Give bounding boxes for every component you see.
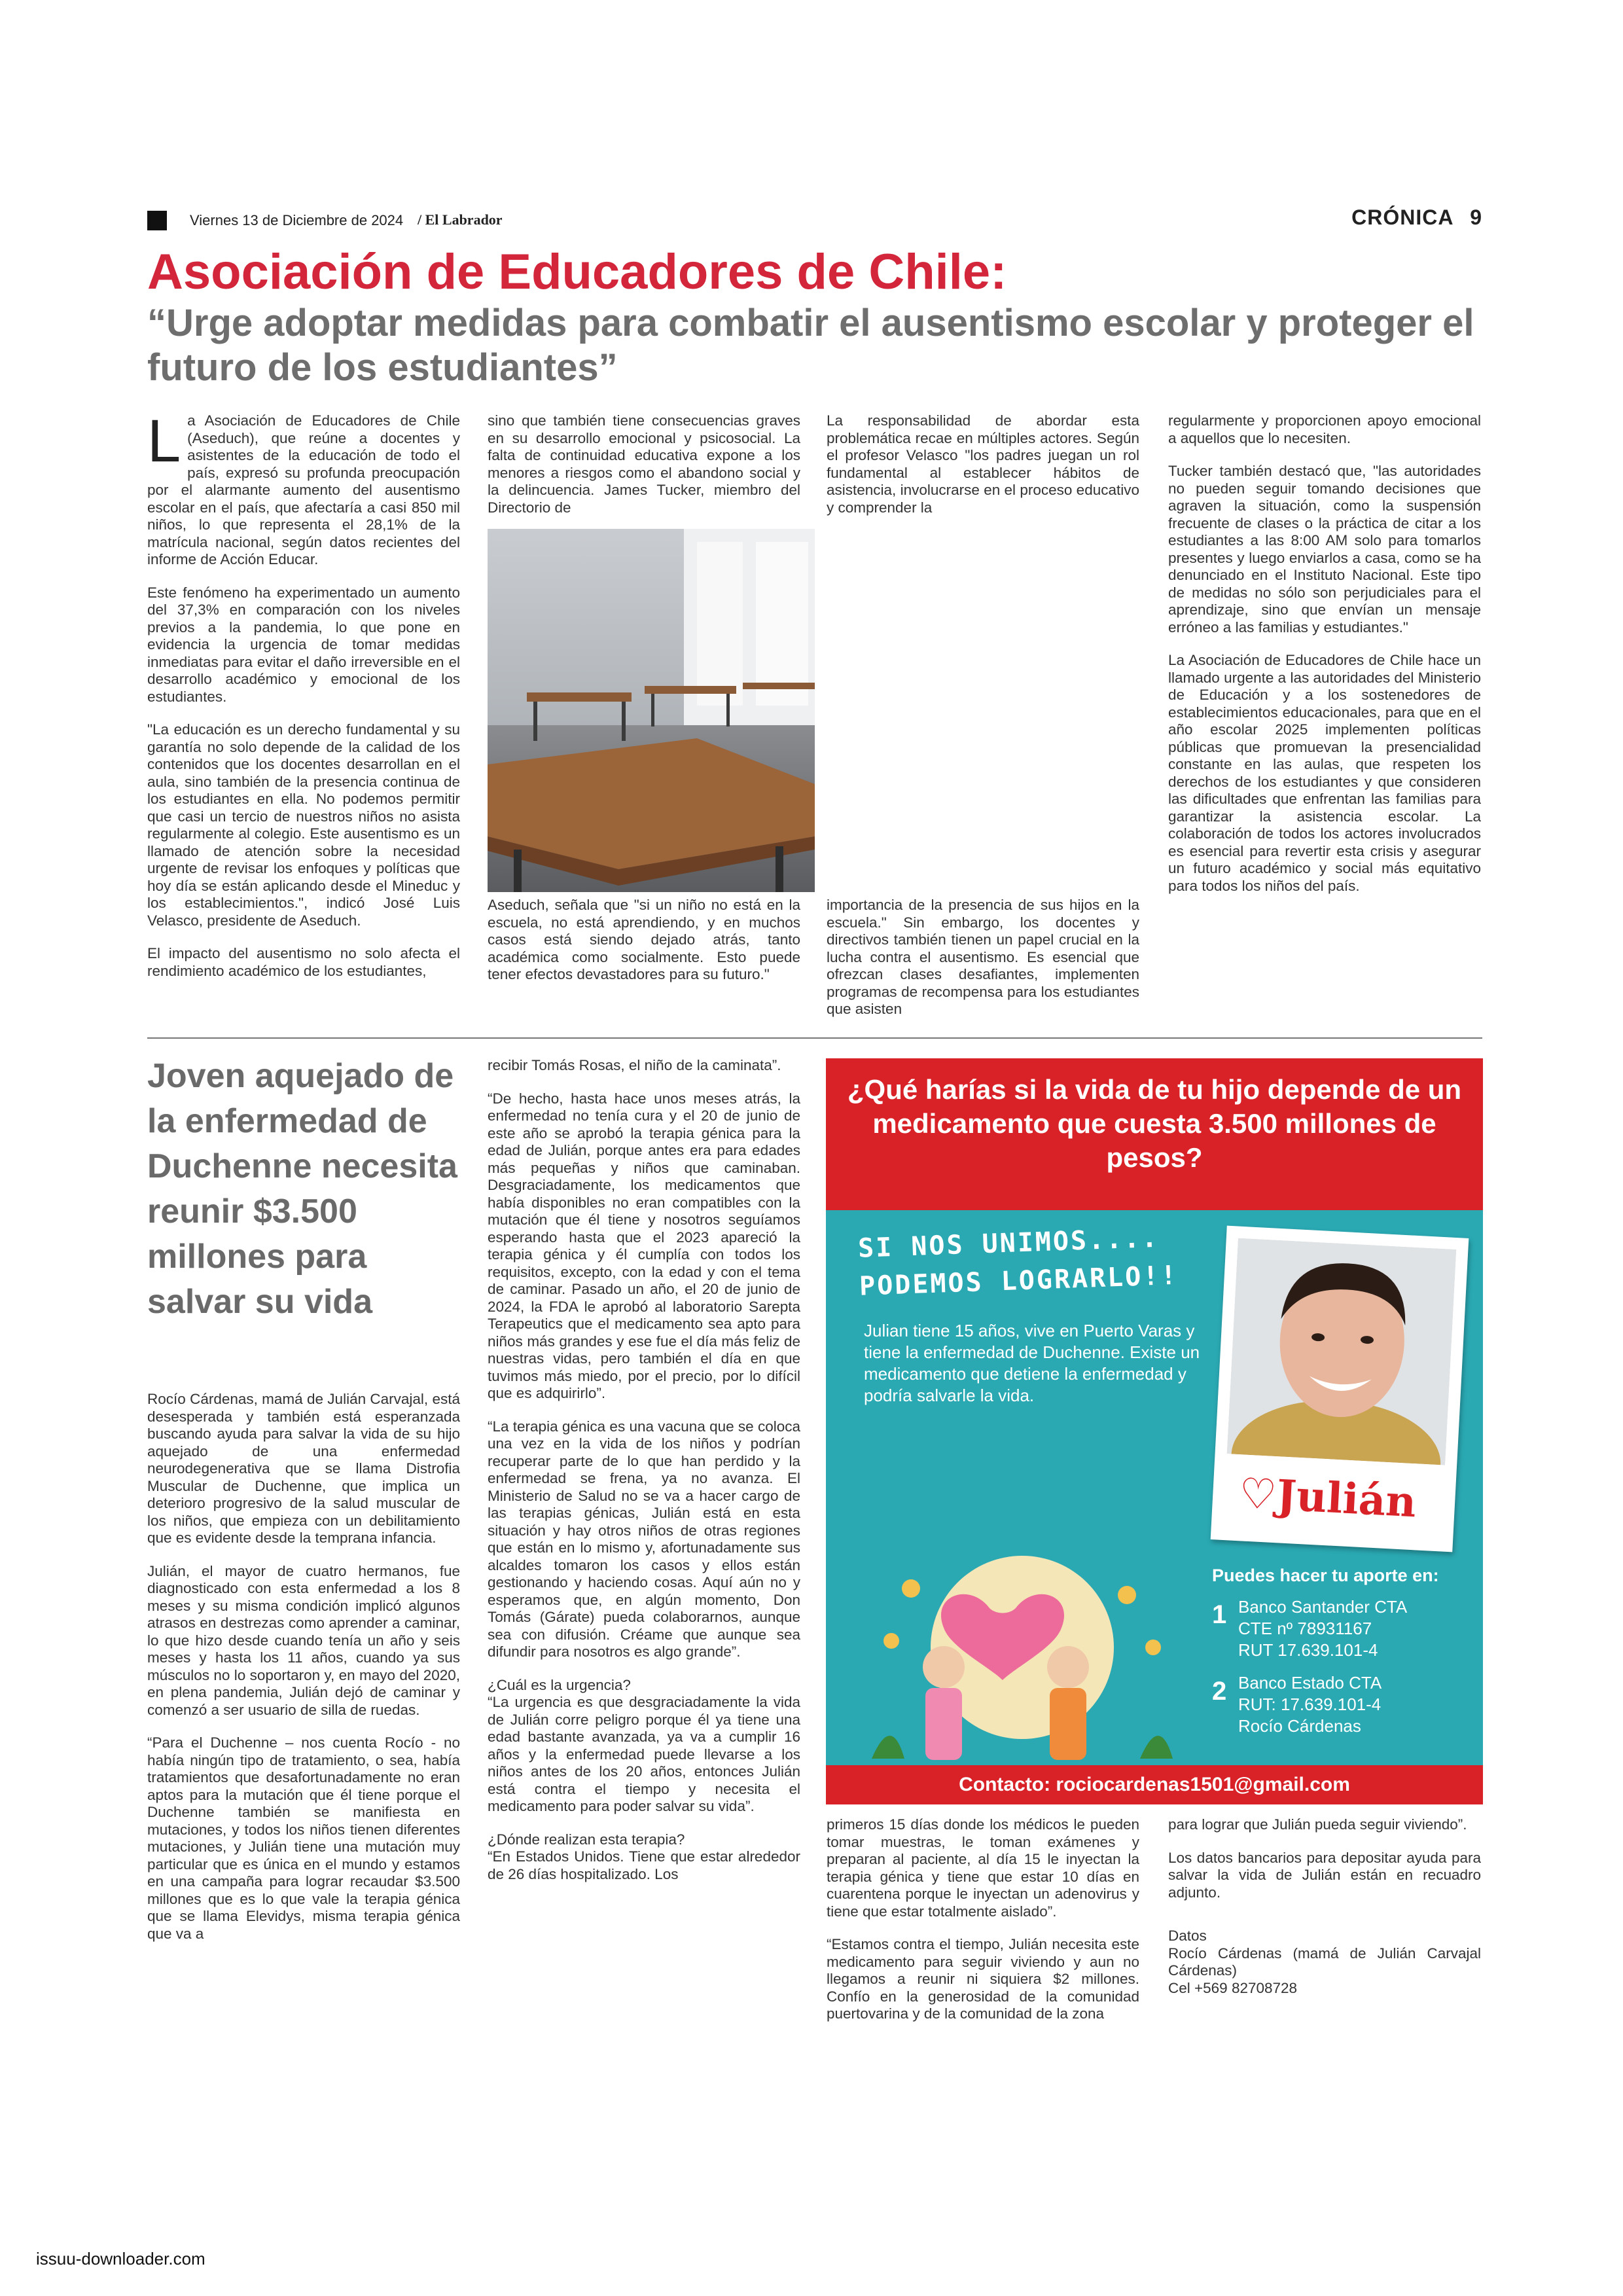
classroom-image bbox=[488, 529, 815, 892]
section-divider bbox=[147, 1037, 1482, 1039]
children-heart-illustration bbox=[852, 1549, 1192, 1765]
paragraph: “La urgencia es que desgraciadamente la vida de Julián corre peligro porque él ya tiene una edad bastante avanzada, ya va a cumplir 16 años y la enfermedad puede llevarse a los niños antes de los 20 años, entonces Julián está contra el tiempo y necesita el medicamento para poder salvar su vida”. bbox=[488, 1694, 800, 1814]
article2-title: Joven aquejado de la enfermedad de Duchenne necesita reunir $3.500 millones para salvar su vida bbox=[147, 1057, 457, 1321]
contact-phone: Cel +569 82708728 bbox=[1168, 1979, 1298, 1996]
ad-donation-title: Puedes hacer tu aporte en: bbox=[1212, 1566, 1439, 1585]
paragraph: “La terapia génica es una vacuna que se coloca una vez en la vida de los niños y podrían recuperar parte de lo que han perdido y la enfermedad se frena, ya no avanza. El Ministerio de Salud no se va a hacer cargo de las terapias génicas, Julián está en esta situación y hay otros niños de otras regiones que están en lo mismo y, afortunadamente sus alcaldes tomaron los casos y ellos están gestionando y haciendo cosas. Aquí aún no y esperamos que, en algún momento, Don Tomás (Gárate) pueda colaborarnos, aunque sea con difusión. Créame que aunque sea difundir para nosotros es algo grande”. bbox=[488, 1418, 800, 1660]
bank-1-number: 1 bbox=[1212, 1600, 1227, 1629]
paragraph: "La educación es un derecho fundamental y su garantía no solo depende de la calidad de los contenidos que los docentes desarrollan en el aula, sino también de la presencia continua de los estudiantes en ella. No podemos permitir que casi un tercio de nuestros niños no asista regularmente al colegio. Este ausentismo es un llamado de atención sobre la necesidad urgente de revisar los enfoques y políticas que hoy día se están aplicando desde el Mineduc y los establecimientos.", indicó José Luis Velasco, presidente de Aseduch. bbox=[147, 721, 460, 929]
ad-slogan-line-2: PODEMOS LOGRARLO!! bbox=[859, 1260, 1179, 1302]
paragraph: La Asociación de Educadores de Chile hace un llamado urgente a las autoridades del Ministerio de Educación y a los sostenedores de establecimientos educacionales, para que en el año escolar 2025 implementen políticas públicas que promuevan la presencialidad constante en las aulas, que respeten los derechos de los estudiantes y que consideren las dificultades que enfrentan las familias para garantizar la asistencia escolar. La colaboración de todos los actores involucrados es esencial para revertir esta crisis y asegurar un futuro académico y social más equitativo para todos los niños del país. bbox=[1168, 652, 1481, 894]
question-heading: ¿Cuál es la urgencia? bbox=[488, 1676, 631, 1693]
paragraph: para lograr que Julián pueda seguir viviendo”. bbox=[1168, 1816, 1467, 1833]
section-name: CRÓNICA bbox=[1351, 206, 1454, 229]
contact-label: Datos bbox=[1168, 1928, 1207, 1944]
paragraph: “En Estados Unidos. Tiene que estar alrededor de 26 días hospitalizado. Los bbox=[488, 1848, 800, 1882]
contact-name: Rocío Cárdenas (mamá de Julián Carvajal Cárdenas) bbox=[1168, 1945, 1481, 1979]
newspaper-name: / El Labrador bbox=[418, 211, 503, 228]
paragraph: Este fenómeno ha experimentado un aumento del 37,3% en comparación con los niveles previos a la pandemia, lo que pone en evidencia la urgencia de tomar medidas inmediatas para evitar el daño irreversible en el desarrollo académico y emocional de los estudiantes. bbox=[147, 584, 460, 705]
article2-column-2 bbox=[488, 1057, 800, 1899]
fundraising-ad bbox=[826, 1058, 1483, 1804]
issue-date: Viernes 13 de Diciembre de 2024 bbox=[190, 212, 404, 228]
classroom-photo bbox=[488, 529, 815, 892]
question-heading: ¿Dónde realizan esta terapia? bbox=[488, 1831, 685, 1848]
paragraph: Tucker también destacó que, "las autoridades no pueden seguir tomando decisiones que agraven la situación, como la suspensión frecuente de clases o la práctica de citar a los estudiantes a las 8:00 AM solo para tomarlos presentes y luego enviarlos a casa, como se ha denunciado en el Instituto Nacional. Este tipo de medidas no sólo son perjudiciales para el aprendizaje, sino que envían un mensaje erróneo a las familias y estudiantes." bbox=[1168, 463, 1481, 636]
bank-2-line: RUT: 17.639.101-4 bbox=[1238, 1695, 1382, 1714]
portrait-photo bbox=[1227, 1238, 1457, 1465]
article1-column-3-bottom: importancia de la presencia de sus hijos en la escuela." Sin embargo, los docentes y directivos también tienen un papel crucial en la lucha contra el ausentismo. Es esencial que ofrezcan clases desafiantes, implementen programas de recompensa para los estudiantes que asisten bbox=[827, 897, 1139, 1017]
page-number: 9 bbox=[1470, 206, 1482, 229]
article1-subtitle: “Urge adoptar medidas para combatir el ausentismo escolar y proteger el futuro de los estudiantes” bbox=[147, 302, 1474, 389]
ad-slogan-line-1: SI NOS UNIMOS.... bbox=[857, 1223, 1160, 1264]
bank-2-details bbox=[1238, 1672, 1382, 1737]
paragraph: “De hecho, hasta hace unos meses atrás, la enfermedad no tenía cura y el 20 de junio de este año se aprobó la terapia génica para la edad de Julián, porque antes era para edades más pequeñas y niños que caminaban. Desgraciadamente, los medicamentos que había disponibles no eran compatibles con la mutación que él tiene y nosotros seguíamos esperando hasta que el 2023 apareció la terapia génica y él cumplía con todos los requisitos, excepto, con la edad y con el tema de caminar. Pasado un año, el 20 de junio de 2024, la FDA le aprobó al laboratorio Sarepta Terapeutics que el medicamento sea apto para niños más grandes y ese fue el día más feliz de nuestras vidas, pero también el día en que tuvimos más miedo, por el precio, por lo difícil que es adquirirlo”. bbox=[488, 1090, 800, 1401]
article2-column-1 bbox=[147, 1391, 460, 1958]
ad-description: Julian tiene 15 años, vive en Puerto Varas y tiene la enfermedad de Duchenne. Existe un medicamento que detiene la enfermedad y podría salvarle la vida. bbox=[864, 1321, 1200, 1405]
paragraph: “Para el Duchenne – nos cuenta Rocío - no había ningún tipo de tratamiento, o sea, había tratamientos que desafortunadamente no eran aptos para la mutación que él tiene porque el Duchenne también se manifiesta en mutaciones, y todos los niños tienen diferentes mutaciones, y Julián tiene una mutación muy particular que es única en el mundo y estamos en una campaña para lograr recaudar $3.500 millones que es lo que vale la terapia génica que se llama Elevidys, misma terapia génica que va a bbox=[147, 1734, 460, 1942]
bank-2-line: Banco Estado CTA bbox=[1238, 1673, 1382, 1693]
article1-title: Asociación de Educadores de Chile: bbox=[147, 244, 1007, 300]
article2-column-3 bbox=[827, 1816, 1139, 2039]
bank-1-line: Banco Santander CTA bbox=[1238, 1597, 1408, 1617]
paragraph: a Asociación de Educadores de Chile (Aseduch), que reúne a docentes y asistentes de la educación de todo el país, expresó su profunda preocupación por el alarmante aumento del ausentismo escolar en el país, que afectaría a casi 850 mil niños, lo que representa el 28,1% de la matrícula nacional, según datos recientes del informe de Acción Educar. bbox=[147, 412, 460, 567]
portrait-image bbox=[1227, 1238, 1457, 1465]
ad-contact: Contacto: rociocardenas1501@gmail.com bbox=[826, 1765, 1483, 1804]
bank-1-details bbox=[1238, 1596, 1407, 1661]
article1-column-3-top: La responsabilidad de abordar esta problemática recae en múltiples actores. Según el profesor Velasco "los padres juegan un rol fundamental al establecer hábitos de asistencia, involucrarse en el proceso educativo y comprender la bbox=[827, 412, 1139, 516]
article1-column-1 bbox=[147, 408, 460, 996]
bank-1-line: RUT 17.639.101-4 bbox=[1238, 1640, 1378, 1660]
paragraph: El impacto del ausentismo no solo afecta el rendimiento académico de los estudiantes, bbox=[147, 945, 460, 979]
ad-slogan bbox=[857, 1217, 1226, 1305]
bank-1-line: CTE nº 78931167 bbox=[1238, 1619, 1372, 1638]
heart-icon: ♡ bbox=[1238, 1469, 1278, 1520]
paragraph: primeros 15 días donde los médicos le pueden tomar muestras, le toman exámenes y preparan al paciente, al día 15 le inyectan la terapia génica y tiene que estar 10 días en cuarentena porque le inyectan un adenovirus y tiene que estar totalmente aislado”. bbox=[827, 1816, 1139, 1920]
paragraph: Rocío Cárdenas, mamá de Julián Carvajal, está desesperada y también está esperanzada buscando ayuda para salvar la vida de su hijo aquejado de una enfermedad neurodegenerativa que se llama Distrofia Muscular de Duchenne, que implica un deterioro progresivo de la salud muscular de los niños, que empieza con un debilitamiento que es evidente desde la temprana infancia. bbox=[147, 1391, 460, 1546]
header-marker bbox=[147, 211, 167, 230]
section-label bbox=[1351, 206, 1482, 230]
dropcap: L bbox=[147, 408, 181, 475]
paragraph: “Estamos contra el tiempo, Julián necesita este medicamento para seguir viviendo y aun no llegamos a reunir ni siquiera $2 millones. Confío en la generosidad de la comunidad puertovarina y de la comunidad de la zona bbox=[827, 1936, 1139, 2022]
article2-column-4 bbox=[1168, 1816, 1481, 1997]
bank-2-line: Rocío Cárdenas bbox=[1238, 1716, 1361, 1736]
ad-name-text: Julián bbox=[1275, 1471, 1418, 1528]
ad-header bbox=[826, 1058, 1483, 1210]
ad-question: ¿Qué harías si la vida de tu hijo depende de un medicamento que cuesta 3.500 millones de pesos? bbox=[847, 1074, 1462, 1173]
article1-column-2-bottom: Aseduch, señala que "si un niño no está en la escuela, no está aprendiendo, y en muchos casos está siendo dejado atrás, tanto académica como socialmente. Esto puede tener efectos devastadores para su futuro." bbox=[488, 897, 800, 982]
article1-column-4 bbox=[1168, 412, 1481, 910]
paragraph: Los datos bancarios para depositar ayuda para salvar la vida de Julián están en recuadro adjunto. bbox=[1168, 1849, 1481, 1901]
ad-name bbox=[1238, 1469, 1417, 1527]
article1-column-2-top: sino que también tiene consecuencias graves en su desarrollo emocional y psicosocial. La falta de continuidad educativa expone a los menores a riesgos como el abandono social y la delincuencia. James Tucker, miembro del Directorio de bbox=[488, 412, 800, 516]
paragraph: Julián, el mayor de cuatro hermanos, fue diagnosticado con esta enfermedad a los 8 meses y su misma condición implicó algunos atrasos en destrezas como aprender a caminar, lo que hizo desde cuando tenía un año y seis meses y hasta los 11 años, cuando ya sus músculos no lo soportaron y, en mayo del 2020, en plena pandemia, Julián dejó de caminar y comenzó a ser usuario de silla de ruedas. bbox=[147, 1562, 460, 1718]
ad-portrait-card bbox=[1211, 1226, 1469, 1552]
watermark-source: issuu-downloader.com bbox=[36, 2249, 205, 2269]
bank-2-number: 2 bbox=[1212, 1677, 1227, 1706]
paragraph: recibir Tomás Rosas, el niño de la caminata”. bbox=[488, 1057, 781, 1073]
paragraph: regularmente y proporcionen apoyo emocional a aquellos que lo necesiten. bbox=[1168, 412, 1481, 446]
